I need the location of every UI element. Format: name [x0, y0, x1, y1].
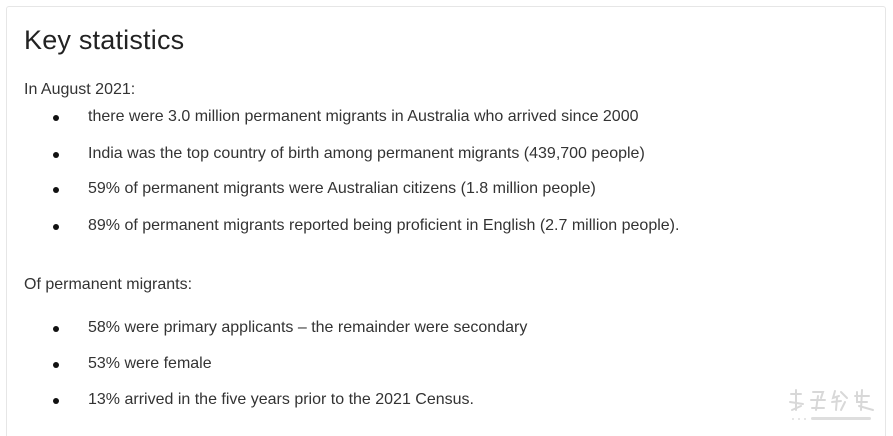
list-item-text: 13% arrived in the five years prior to the 2021 Census. [88, 391, 474, 408]
list-item-text: 89% of permanent migrants reported being proficient in English (2.7 million people). [88, 217, 680, 234]
list-item [7, 353, 885, 377]
key-statistics-card [6, 6, 886, 436]
list-item [7, 317, 885, 341]
bullet-icon [53, 152, 59, 158]
list-item [7, 389, 885, 413]
bullet-icon [53, 398, 59, 404]
list-item [7, 178, 885, 202]
list-item-text: 59% of permanent migrants were Australian citizens (1.8 million people) [88, 180, 596, 197]
bullet-icon [53, 362, 59, 368]
bullet-icon [53, 326, 59, 332]
list-item-text: 58% were primary applicants – the remainder were secondary [88, 319, 528, 336]
list-item [7, 106, 885, 130]
section-title: Key statistics [24, 25, 185, 55]
intro-permanent-migrants: Of permanent migrants: [24, 276, 193, 293]
bullet-icon [53, 187, 59, 193]
list-item [7, 215, 885, 239]
list-item-text: India was the top country of birth among permanent migrants (439,700 people) [88, 145, 645, 162]
list-item-text: there were 3.0 million permanent migrants in Australia who arrived since 2000 [88, 108, 639, 125]
intro-august-2021: In August 2021: [24, 81, 136, 98]
watermark-logo [787, 388, 879, 424]
bullet-icon [53, 115, 59, 121]
list-item [7, 143, 885, 167]
bullet-icon [53, 224, 59, 230]
list-item-text: 53% were female [88, 355, 212, 372]
